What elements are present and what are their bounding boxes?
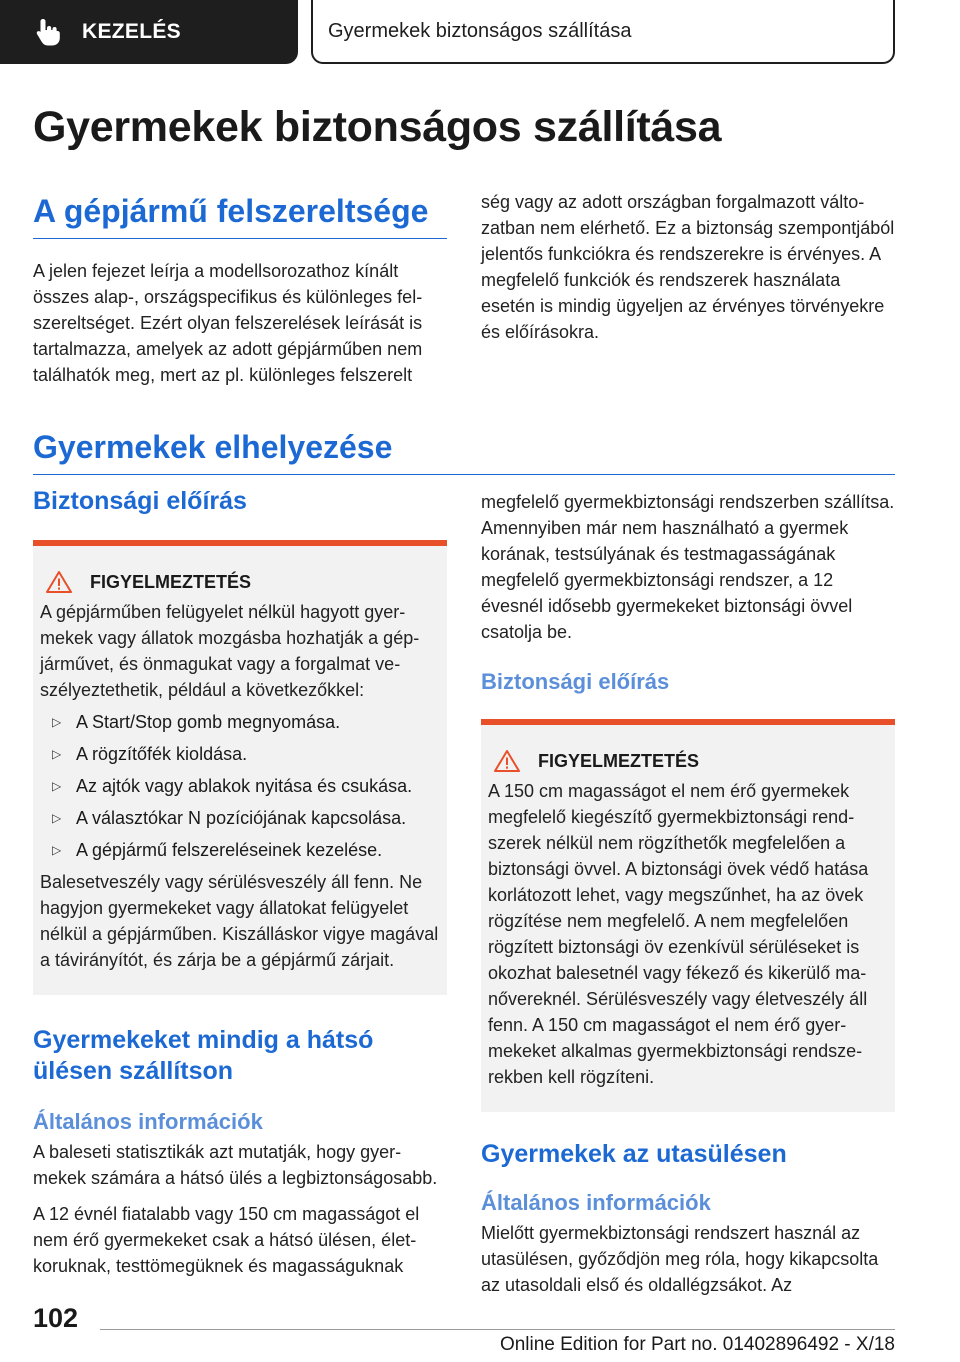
general-info-title-right: Általános információk: [481, 1190, 711, 1215]
footer-divider: [100, 1329, 895, 1330]
list-item: ▷ Az ajtók vagy ablakok nyitása és csukása.: [40, 773, 439, 799]
warning-heading: FIGYELMEZTETÉS: [538, 750, 700, 771]
section2-title: Gyermekek elhelyezése: [33, 429, 895, 475]
rear-seat-para2: A 12 évnél fiatalabb vagy 150 cm magasságot el nem érő gyermekeket csak a hátsó ülésen, életkoruknak, testtömegüknek és magasságuknak: [33, 1204, 420, 1276]
triangle-bullet-icon: ▷: [52, 747, 62, 761]
section2-header: [33, 429, 895, 475]
warning-box-right: [481, 719, 895, 1112]
section1-title: A gépjármű felszereltsége: [33, 193, 447, 239]
rear-seat-para1: A baleseti statisztikák azt mutatják, hogy gyermekek számára a hátsó ülés a legbiztonságosabb.: [33, 1142, 438, 1188]
general-info-title-left: Általános információk: [33, 1109, 263, 1134]
warning-triangle-icon: [46, 570, 72, 594]
passenger-seat-title: Gyermekek az utasülésen: [481, 1140, 787, 1168]
warning-header: [40, 570, 439, 594]
list-item: ▷ A választókar N pozíciójának kapcsolása.: [40, 805, 439, 831]
section1-para-right: ség vagy az adott országban forgalmazott változatban nem elérhető. Ez a biztonság szempontjából jelentős funkciókra és rendszerekre is érvényes. A megfelelő funkciók és rendszerek használata esetén is mindig ügyeljen az érvényes törvényekre és előírásokra.: [481, 192, 895, 342]
section2-right: [481, 489, 895, 1298]
edition-info: Online Edition for Part no. 01402896492 - X/18: [499, 1334, 895, 1355]
warning-outro: Balesetveszély vagy sérülésveszély áll fenn. Ne hagyjon gyermekeket vagy állatokat felügyelet nélkül a gépjárműben. Kiszálláskor vigye magával a távirányítót, és zárja be a gépjármű zárjait.: [40, 872, 439, 970]
page-number: 102: [33, 1303, 79, 1333]
section1-para-left: A jelen fejezet leírja a modellsorozathoz kínált összes alap-, országspecifikus és különleges felszereltséget. Ezért olyan felszerelések leírását is tartalmazza, amelyek az adott gépjárműben nem találhatók meg, mert az pl. különleges felszerelt: [33, 261, 423, 385]
warning-heading: FIGYELMEZTETÉS: [90, 571, 252, 592]
warning-intro: A gépjárműben felügyelet nélkül hagyott gyermekek vagy állatok mozgásba hozhatják a gépjárművet, és önmagukat vagy a forgalmat veszélyeztethetik, például a következőkkel:: [40, 602, 420, 700]
section-tab[interactable]: [0, 0, 298, 64]
warning-text: A 150 cm magasságot el nem érő gyermekek megfelelő kiegészítő gyermekbiztonsági rendszerek nélkül nem rögzíthetők megfelelően a biztonsági övvel. A biztonsági övek védő hatása korlátozott lehet, vagy megszűnhet, ha az övek rögzítése nem megfelelő. A nem megfelelően rögzített biztonsági öv ezenkívül sérüléseket is okozhat balesetnél vagy fékező és kikerülő manővereknél. Sérülésveszély vagy életveszély áll fenn. A 150 cm magasságot el nem érő gyermekeket alkalmas gyermekbiztonsági rendszerekben kell rögzíteni.: [488, 781, 869, 1087]
section1-left: [33, 193, 447, 388]
list-item: ▷ A rögzítőfék kioldása.: [40, 741, 439, 767]
section1-right: [481, 193, 895, 345]
triangle-bullet-icon: ▷: [52, 843, 62, 857]
hand-pointer-icon: [34, 17, 62, 47]
list-item: ▷ A Start/Stop gomb megnyomása.: [40, 709, 439, 735]
page-title: Gyermekek biztonságos szállítása: [33, 103, 722, 151]
triangle-bullet-icon: ▷: [52, 715, 62, 729]
rear-seat-title: Gyermekeket mindig a hátsó ülésen szállítson: [33, 1026, 374, 1085]
triangle-bullet-icon: ▷: [52, 811, 62, 825]
warning-box-left: [33, 540, 447, 995]
continued-para: megfelelő gyermekbiztonsági rendszerben szállítsa. Amennyiben már nem használható a gyermek korának, testsúlyának és testmagasságának megfelelő gyermekbiztonsági rendszer, a 12 évesnél idősebb gyermekeket biztonsági övvel csatolja be.: [481, 492, 895, 642]
passenger-para: Mielőtt gyermekbiztonsági rendszert használ az utasülésen, győződjön meg róla, hogy kikapcsolta az utasoldali első és oldallégzsákot. Az: [481, 1223, 879, 1295]
safety-subtitle-right: Biztonsági előírás: [481, 669, 670, 694]
warning-header: [488, 749, 887, 773]
warning-triangle-icon: [494, 749, 520, 773]
triangle-bullet-icon: ▷: [52, 779, 62, 793]
section-label: KEZELÉS: [82, 20, 181, 43]
section2-left: [33, 486, 447, 1279]
warning-list: [40, 709, 439, 863]
safety-subtitle-left: Biztonsági előírás: [33, 487, 247, 515]
breadcrumb[interactable]: Gyermekek biztonságos szállítása: [311, 0, 895, 64]
list-item: ▷ A gépjármű felszereléseinek kezelése.: [40, 837, 439, 863]
